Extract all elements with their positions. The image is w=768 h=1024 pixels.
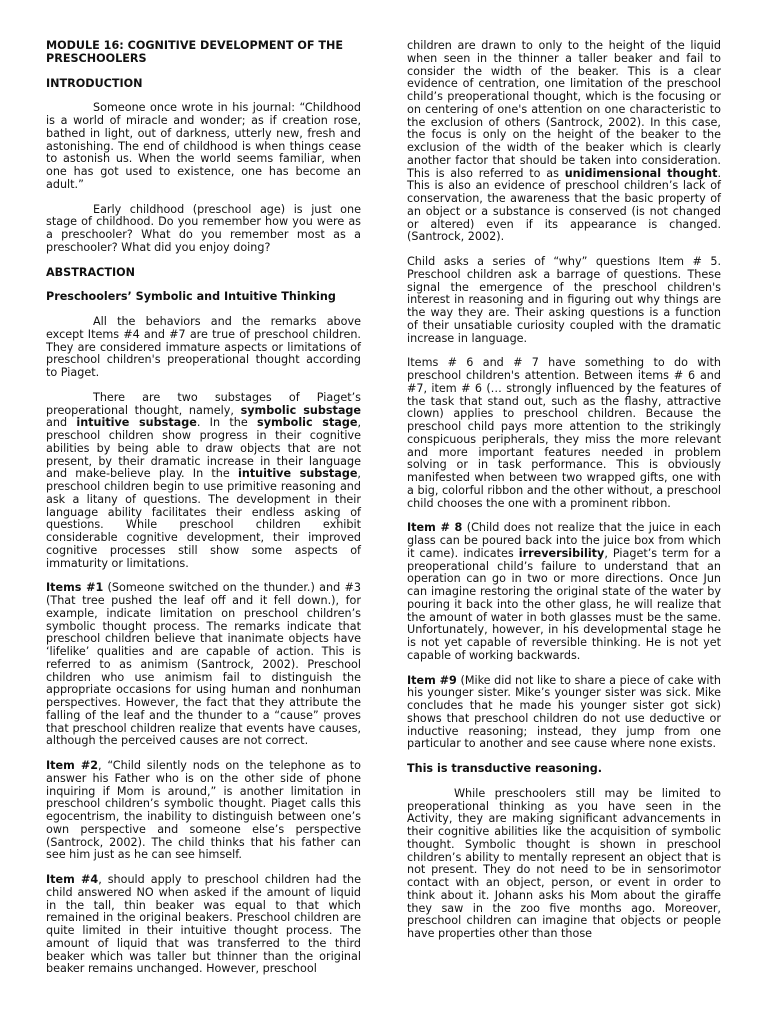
substages-text-e: . In the bbox=[196, 416, 248, 430]
module-title: MODULE 16: COGNITIVE DEVELOPMENT OF THE PRESCHOOLERS bbox=[46, 39, 344, 65]
intro-paragraph-2: Early childhood (preschool age) is just one stage of childhood. Do you remember how you were as a preschooler? What do you remember most as a preschooler? What did you enjoy doing? bbox=[46, 202, 361, 254]
symbolic-stage-term: symbolic stage bbox=[257, 416, 358, 430]
irreversibility-term: irreversibility bbox=[518, 546, 605, 560]
intuitive-substage-term: intuitive substage bbox=[76, 416, 197, 430]
substages-paragraph bbox=[46, 392, 361, 571]
item-2-text: , “Child silently nods on the telephone as to answer his Father who is on the other side of phone inquiring if Mom is around,” is another limitation in preschool children’s symbolic thought. Piaget calls this egocentrism, the inability to distinguish between one’s own perspective and someone else’s perspective (Santrock, 2002). The child thinks that his father can see him just as he can see himself. bbox=[46, 759, 361, 862]
item-2-paragraph bbox=[46, 760, 361, 862]
items-1-3-paragraph bbox=[46, 582, 361, 748]
substages-text-i: , preschool children begin to use primitive reasoning and ask a litany of questions. The development in their language ability facilitates their endless asking of questions. While preschool children exhibit considerable cognitive development, their improved cognitive processes still show some aspects of immaturity or limitations. bbox=[46, 467, 361, 570]
right-column bbox=[407, 40, 721, 953]
centration-text-a: children are drawn to only to the height of the liquid when seen in the thinner a taller beaker and fail to consider the width of the beaker. This is a clear evidence of centration, one limitation of the preschool child’s preoperational thought, which is the focusing or on centering of one's attention on one characteristic to the exclusion of others (Santrock, 2002). In this case, the focus is only on the height of the beaker to the exclusion of the width of the beaker which is clearly another factor that should be taken into consideration. This is also referred to as bbox=[407, 39, 721, 180]
item-4-text: , should apply to preschool children had the child answered NO when asked if the amount of liquid in the tall, thin beaker was equal to that which remained in the original beakers. Preschool children are quite limited in their intuitive thought process. The amount of liquid that was transferred to the third beaker which was taller but thinner than the original beaker remains unchanged. However, preschool bbox=[46, 873, 361, 976]
item-9-text: (Mike did not like to share a piece of cake with his younger sister. Mike’s younger sister was sick. Mike concludes that he made his younger sister got sick) shows that preschool children do not use deductive or inductive reasoning; instead, they jump from one particular to another and see cause where none exists. bbox=[407, 673, 721, 751]
intro-paragraph-1: Someone once wrote in his journal: “Childhood is a world of miracle and wonder; as if creation rose, bathed in light, out of darkness, utterly new, fresh and astonishing. The end of childhood is when things cease to astonish us. When the world seems familiar, when one has got used to existence, one has become an adult.” bbox=[46, 101, 361, 191]
unidimensional-thought-term: unidimensional thought bbox=[564, 166, 718, 180]
why-questions-paragraph: Child asks a series of “why” questions Item # 5. Preschool children ask a barrage of questions. These signal the emergence of the preschool children's interest in reasoning and in figuring out why things are the way they are. Their asking questions is a function of their unsatiable curiosity coupled with the dramatic increase in language. bbox=[407, 255, 721, 345]
substages-text-a: There are two substages of Piaget’s preoperational thought, namely, bbox=[46, 390, 361, 417]
items-1-label: Items #1 bbox=[46, 581, 104, 595]
symbolic-thought-paragraph: While preschoolers still may be limited to preoperational thinking as you have seen in the Activity, they are making significant advancements in their cognitive abilities like the acquisition of symbolic thought. Symbolic thought is shown in preschool children’s ability to mentally represent an object that is not present. They do not need to be in sensorimotor contact with an object, person, or event in order to think about it. Johann asks his Mom about the giraffe they saw in the zoo five months ago. Moreover, preschool children can imagine that objects or people have properties other than those bbox=[407, 786, 721, 940]
item-8-text-c: , Piaget’s term for a preoperational child’s failure to understand that an operation can go in two or more directions. Once Jun can imagine restoring the original state of the water by pouring it back into the other glass, he will realize that the amount of water in both glasses must be the same. Unfortunately, however, in his developmental stage he is not yet capable of reversible thinking. He is not yet capable of working backwards. bbox=[407, 546, 721, 662]
symbolic-substage-term: symbolic substage bbox=[240, 403, 361, 417]
item-4-label: Item #4 bbox=[46, 873, 99, 886]
item-2-label: Item #2 bbox=[46, 759, 99, 772]
introduction-heading: INTRODUCTION bbox=[46, 76, 143, 90]
behaviors-paragraph: All the behaviors and the remarks above except Items #4 and #7 are true of preschool children. They are considered immature aspects or limitations of preschool children's preoperational thought according to Piaget. bbox=[46, 315, 361, 379]
substages-text-g: , preschool children show progress in their cognitive abilities by being able to draw objects that are not present, by their dramatic increase in their language and make-believe play. In the bbox=[46, 416, 362, 481]
items-1-3-text: (Someone switched on the thunder.) and #3 (That tree pushed the leaf off and it fell down.), for example, indicate limitation on preschool children’s symbolic thought process. The remarks indicate that preschool children believe that inanimate objects have ‘lifelike’ qualities and are capable of action. This is referred to as animism (Santrock, 2002). Preschool children who use animism fail to distinguish the appropriate occasions for using human and nonhuman perspectives. However, the fact that they attribute the falling of the leaf and the thunder to a “cause” proves that preschool children realize that events have causes, although the perceived causes are not correct. bbox=[46, 581, 361, 748]
item-8-paragraph bbox=[407, 522, 721, 662]
intuitive-substage-term-2: intuitive substage bbox=[238, 467, 358, 481]
centration-text-c: . This is also an evidence of preschool children’s lack of conservation, the awareness that the basic property of an object or a substance is conserved (is not changed or altered) even if its appearance is changed. (Santrock, 2002). bbox=[407, 166, 721, 244]
left-column bbox=[46, 40, 361, 988]
item-4-paragraph bbox=[46, 874, 361, 976]
items-6-7-paragraph: Items # 6 and # 7 have something to do with preschool children's attention. Between items # 6 and #7, item # 6 (… strongly influenced by the features of the task that stand out, such as the flashy, attractive clown) applies to preschool children. Because the preschool child pays more attention to the strikingly conspicuous peripherals, they miss the more relevant and more important features needed in problem solving or in task performance. This is obviously manifested when between two wrapped gifts, one with a big, colorful ribbon and the other without, a preschool child chooses the one with a prominent ribbon. bbox=[407, 356, 721, 510]
symbolic-intuitive-heading: Preschoolers’ Symbolic and Intuitive Thinking bbox=[46, 290, 336, 304]
transductive-reasoning-heading: This is transductive reasoning. bbox=[407, 762, 602, 775]
item-8-label: Item # 8 bbox=[407, 521, 463, 535]
item-8-text-a: (Child does not realize that the juice in each glass can be poured back into the juice box from which it came). indicates bbox=[407, 521, 721, 560]
centration-paragraph bbox=[407, 40, 721, 244]
item-9-paragraph bbox=[407, 675, 721, 752]
substages-text-c: and bbox=[46, 416, 68, 430]
item-9-label: Item #9 bbox=[407, 673, 457, 687]
abstraction-heading: ABSTRACTION bbox=[46, 265, 136, 279]
